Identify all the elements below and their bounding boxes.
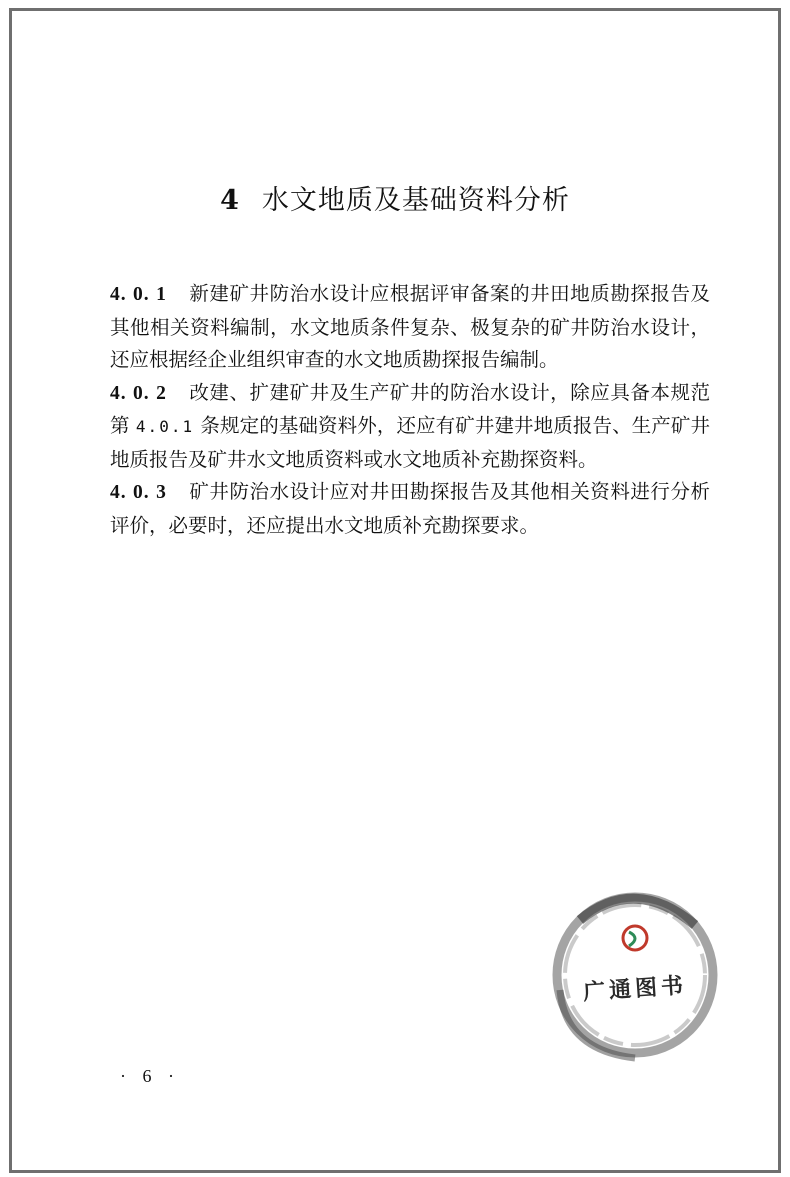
body-text <box>110 278 710 542</box>
clause-4-0-2 <box>110 377 710 477</box>
clause-number: 4. 0. 1 <box>110 284 167 305</box>
clause-number: 4. 0. 3 <box>110 482 167 503</box>
clause-4-0-3 <box>110 476 710 542</box>
clause-text-before: 改建、扩建矿井及生产矿井的防治水设计，除应具备本规范第 <box>110 380 710 437</box>
chapter-number: 4 <box>220 185 240 216</box>
clause-4-0-1 <box>110 278 710 377</box>
publisher-stamp <box>540 880 730 1070</box>
clause-reference: 4.0.1 <box>135 417 195 436</box>
clause-number: 4. 0. 2 <box>110 382 167 404</box>
stamp-text: 广通图书 <box>582 972 688 1006</box>
chapter-title-text: 水文地质及基础资料分析 <box>261 185 570 216</box>
chapter-title <box>0 178 790 217</box>
clause-text-after: 条规定的基础资料外，还应有矿井建井地质报告、生产矿井地质报告及矿井水文地质资料或水文地质补充勘探资料。 <box>110 414 710 471</box>
page-number: · 6 · <box>120 1066 180 1086</box>
clause-text: 新建矿井防治水设计应根据评审备案的井田地质勘探报告及其他相关资料编制，水文地质条件复杂、极复杂的矿井防治水设计，还应根据经企业组织审查的水文地质勘探报告编制。 <box>110 282 710 371</box>
clause-text: 矿井防治水设计应对井田勘探报告及其他相关资料进行分析评价，必要时，还应提出水文地质补充勘探要求。 <box>110 480 710 537</box>
